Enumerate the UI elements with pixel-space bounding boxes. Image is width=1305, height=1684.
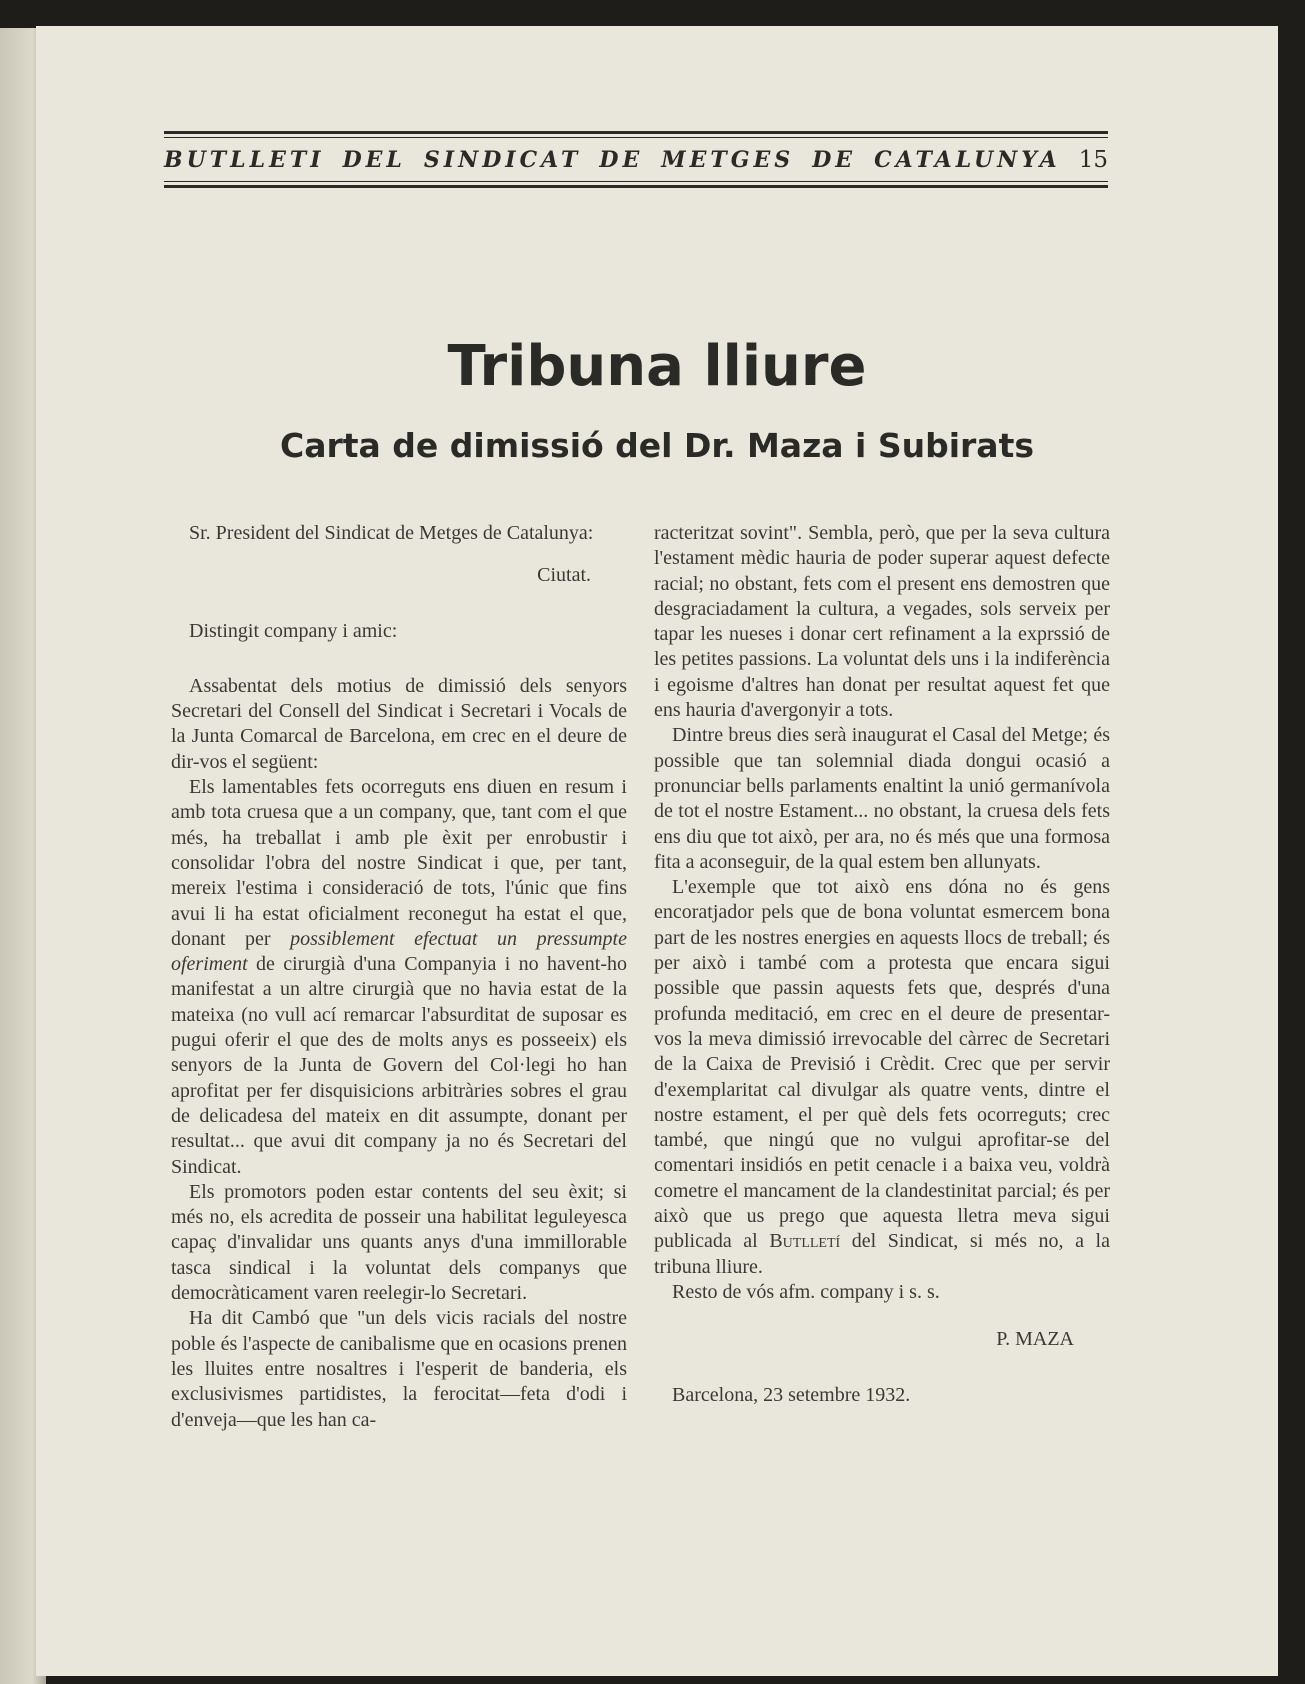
header-top-rule: [164, 131, 1108, 138]
paragraph: Assabentat dels motius de dimissió dels senyors Secretari del Consell del Sindicat i Secretari i Vocals de la Junta Comarcal de Barcelona, em crec en el deure de dir-vos el següent:: [171, 674, 627, 773]
paragraph: Dintre breus dies serà inaugurat el Casal del Metge; és possible que tan solemnial diada dongui ocasió a pronunciar bells parlaments enaltint la unió germanívola de tot el nostre Estament... no obstant, la cruesa dels fets ens diu que tot això, per ara, no és més que una formosa fita a aconseguir, de la qual estem ben allunyats.: [654, 724, 1110, 873]
right-column: [654, 521, 1110, 1408]
small-caps-text: Butlletí: [769, 1230, 841, 1253]
journal-word: DE: [812, 147, 857, 173]
section-title: Tribuna lliure: [447, 334, 867, 399]
city-line: Ciutat.: [537, 564, 591, 587]
running-header: [164, 131, 1108, 188]
article-title: Carta de dimissió del Dr. Maza i Subirats: [280, 426, 1034, 465]
header-bottom-rule: [164, 181, 1108, 188]
page-number: 15: [1078, 147, 1108, 173]
paragraph-text: de cirurgià d'una Companyia i no havent-ho manifestat a un altre cirurgià que no havia estat de la mateixa (no vull ací remarcar l'absurditat de suposar es pugui oferir el que des de molts anys es posseeix) els senyors de la Junta de Govern del Col·legi ho han aprofitat per fer disquisicions arbitràries sobres el grau de delicadesa del mateix en dit assumpte, donant per resultat... que avui dit company ja no és Secretari del Sindicat.: [171, 953, 627, 1178]
paragraph-text: Els lamentables fets ocorreguts ens diuen en resum i amb tota cruesa que a un company, que, tant com el que més, ha treballat i amb ple èxit per enrobustir i consolidar l'obra del nostre Sindicat i que, per tant, mereix l'estima i consideració de tots, l'únic que fins avui li ha estat oficialment reconegut ha estat el que, donant per: [171, 776, 627, 950]
closing: Resto de vós afm. company i s. s.: [672, 1280, 940, 1303]
journal-word: CATALUNYA: [874, 147, 1061, 173]
signature: P. MAZA: [996, 1328, 1074, 1351]
paragraph: racteritzat sovint". Sembla, però, que per la seva cultura l'estament mèdic hauria de poder superar aquest defecte racial; no obstant, fets com el present ens demostren que desgraciadament la cultura, a vegades, sols serveix per tapar les nueses i donar cert refinament a la exprssió de les petites passions. La voluntat dels uns i la indiferència i egoisme d'altres han donat per resultat aquest fet que ens hauria d'avergonyir a tots.: [654, 522, 1110, 722]
paragraph: Ha dit Cambó que "un dels vicis racials del nostre poble és l'aspecte de canibalisme que en ocasions prenen les lluites entre nosaltres i l'esperit de banderia, els exclusivismes partidistes, la ferocitat—feta d'odi i d'enveja—que les han ca-: [171, 1307, 627, 1431]
paragraph: [654, 875, 1110, 1280]
paragraph-text: del Sindicat, si més no, a la tribuna lliure.: [654, 1230, 1110, 1278]
journal-word: DEL: [342, 147, 406, 173]
journal-word: SINDICAT: [423, 147, 582, 173]
salutation: Sr. President del Sindicat de Metges de Catalunya:: [189, 522, 594, 544]
paragraph: [171, 775, 627, 1180]
document-page: [36, 26, 1278, 1676]
journal-word: DE: [599, 147, 644, 173]
left-column: [171, 521, 627, 1433]
journal-word: METGES: [661, 147, 795, 173]
journal-word: BUTLLETI: [164, 147, 325, 173]
paragraph: Els promotors poden estar contents del seu èxit; si més no, els acredita de posseir una habilitat leguleyesca capaç d'invalidar uns quants anys d'una immillorable tasca sindical i la voluntat dels companys que democràticament varen reelegir-lo Secretari.: [171, 1180, 627, 1305]
journal-title: [164, 138, 1108, 181]
italic-text: possiblement efectuat un pressumpte oferiment: [171, 927, 627, 976]
greeting: Distingit company i amic:: [189, 619, 398, 642]
paragraph-text: L'exemple que tot això ens dóna no és gens encoratjador pels que de bona voluntat esmercem bona part de les nostres energies en aquests llocs de treball; és per això i també com a protesta que encara sigui possible que passin aquests fets que, després d'una profunda meditació, em crec en el deure de presentar-vos la meva dimissió irrevocable del càrrec de Secretari de la Caixa de Previsió i Crèdit. Crec que per servir d'exemplaritat cal divulgar als quatre vents, dintre el nostre estament, el per què dels fets ocorreguts; crec també, que ningú que no vulgui aprofitar-se del comentari insidiós en petit cenacle i a baixa veu, voldrà cometre el mancament de la clandestinitat parcial; és per això que us prego que aquesta lletra meva sigui publicada al: [654, 876, 1110, 1253]
date-line: Barcelona, 23 setembre 1932.: [672, 1383, 911, 1406]
